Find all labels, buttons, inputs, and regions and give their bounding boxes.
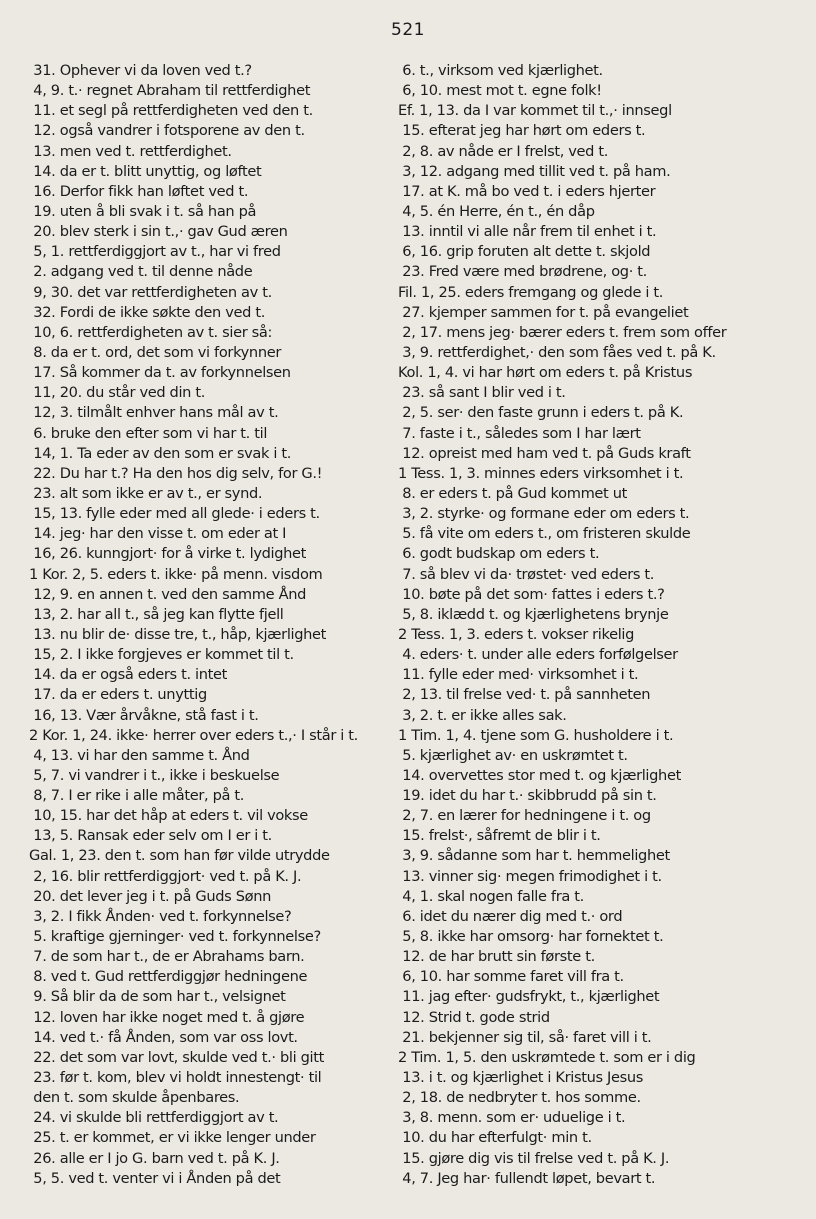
index-entry: 13. inntil vi alle når frem til enhet i t.	[398, 223, 657, 241]
index-entry: 12. opreist med ham ved t. på Guds kraft	[398, 444, 691, 462]
index-entry: 16. Derfor fikk han løftet ved t.	[29, 182, 249, 200]
index-entry: 2 Kor. 1, 24. ikke· herrer over eders t.,· I står i t.	[29, 726, 358, 744]
index-entry: 2, 18. de nedbryter t. hos somme.	[398, 1089, 641, 1107]
index-entry: 8. er eders t. på Gud kommet ut	[398, 484, 627, 502]
index-entry: 2, 8. av nåde er I frelst, ved t.	[398, 142, 609, 160]
index-entry: 15. efterat jeg har hørt om eders t.	[398, 122, 646, 140]
index-entry: 23. Fred være med brødrene, og· t.	[398, 263, 647, 281]
index-entry: 11. fylle eder med· virksomhet i t.	[398, 666, 639, 684]
index-entry: 12. Strid t. gode strid	[398, 1008, 550, 1026]
index-entry: 5, 7. vi vandrer i t., ikke i beskuelse	[29, 766, 280, 784]
index-entry: 23. før t. kom, blev vi holdt innestengt· til	[29, 1069, 322, 1087]
index-entry: 26. alle er I jo G. barn ved t. på K. J.	[29, 1149, 280, 1167]
index-entry: 23. alt som ikke er av t., er synd.	[29, 484, 263, 502]
index-entry: 17. at K. må bo ved t. i eders hjerter	[398, 182, 656, 200]
index-entry: 14, 1. Ta eder av den som er svak i t.	[29, 444, 292, 462]
index-entry: 12. også vandrer i fotsporene av den t.	[29, 122, 305, 140]
index-entry: 2, 16. blir rettferdiggjort· ved t. på K. J.	[29, 867, 302, 885]
index-entry: 12, 3. tilmålt enhver hans mål av t.	[29, 404, 279, 422]
index-entry: 6. godt budskap om eders t.	[398, 545, 600, 563]
index-entry: 10. bøte på det som· fattes i eders t.?	[398, 585, 665, 603]
index-entry: 1 Tess. 1, 3. minnes eders virksomhet i t.	[398, 464, 684, 482]
index-entry: 6, 10. mest mot t. egne folk!	[398, 82, 602, 100]
index-entry: 6. t., virksom ved kjærlighet.	[398, 62, 603, 79]
index-entry: 3, 2. t. er ikke alles sak.	[398, 706, 567, 724]
index-entry: 7. så blev vi da· trøstet· ved eders t.	[398, 565, 655, 583]
index-entry: 2, 17. mens jeg· bærer eders t. frem som offer	[398, 323, 727, 341]
index-entry: 14. overvettes stor med t. og kjærlighet	[398, 766, 681, 784]
index-entry: 22. Du har t.? Ha den hos dig selv, for G.!	[29, 464, 323, 482]
index-entry: 25. t. er kommet, er vi ikke lenger under	[29, 1129, 316, 1147]
index-entry: 1 Kor. 2, 5. eders t. ikke· på menn. visdom	[29, 565, 323, 583]
index-entry: 4, 9. t.· regnet Abraham til rettferdighet	[29, 82, 311, 100]
index-entry: 5, 8. ikke har omsorg· har fornektet t.	[398, 928, 664, 946]
index-entry: 17. Så kommer da t. av forkynnelsen	[29, 364, 291, 382]
index-entry: 23. så sant I blir ved i t.	[398, 384, 566, 402]
index-entry: 12, 9. en annen t. ved den samme Ånd	[29, 585, 307, 603]
index-entry: 3, 12. adgang med tillit ved t. på ham.	[398, 162, 671, 180]
index-entry: 13. i t. og kjærlighet i Kristus Jesus	[398, 1069, 644, 1087]
index-entry: 3, 8. menn. som er· uduelige i t.	[398, 1109, 626, 1127]
index-entry: 6. bruke den efter som vi har t. til	[29, 424, 268, 442]
index-entry: 6, 10. har somme faret vill fra t.	[398, 968, 624, 986]
index-entry: 14. da er også eders t. intet	[29, 666, 228, 684]
index-entry: 6. idet du nærer dig med t.· ord	[398, 907, 623, 925]
index-entry: 24. vi skulde bli rettferdiggjort av t.	[29, 1109, 279, 1127]
page-number: 521	[391, 20, 425, 40]
index-entry: 19. idet du har t.· skibbrudd på sin t.	[398, 787, 657, 805]
index-entry: Gal. 1, 23. den t. som han før vilde utrydde	[29, 847, 330, 865]
index-entry: 9. Så blir da de som har t., velsignet	[29, 988, 286, 1006]
index-entry: 20. det lever jeg i t. på Guds Sønn	[29, 887, 272, 905]
index-entry: 4, 1. skal nogen falle fra t.	[398, 887, 584, 905]
index-entry: 11. et segl på rettferdigheten ved den t.	[29, 102, 313, 120]
index-entry: 12. loven har ikke noget med t. å gjøre	[29, 1008, 305, 1026]
index-entry: 9, 30. det var rettferdigheten av t.	[29, 283, 272, 301]
index-entry: 3, 9. rettferdighet,· den som fåes ved t. på K.	[398, 343, 716, 361]
index-entry: 1 Tim. 1, 4. tjene som G. husholdere i t.	[398, 726, 674, 744]
index-entry: 10, 6. rettferdigheten av t. sier så:	[29, 323, 273, 341]
index-entry: 13. vinner sig· megen frimodighet i t.	[398, 867, 662, 885]
right-column	[398, 61, 776, 1189]
index-entry: 12. de har brutt sin første t.	[398, 948, 595, 966]
index-entry: 27. kjemper sammen for t. på evangeliet	[398, 303, 689, 321]
index-entry: 4, 5. én Herre, én t., én dåp	[398, 202, 595, 220]
index-entry: 21. bekjenner sig til, så· faret vill i t.	[398, 1028, 652, 1046]
index-entry: 15. gjøre dig vis til frelse ved t. på K. J.	[398, 1149, 670, 1167]
index-entry: 20. blev sterk i sin t.,· gav Gud æren	[29, 223, 288, 241]
index-entry: 4, 7. Jeg har· fullendt løpet, bevart t.	[398, 1169, 656, 1187]
index-entry: 15. frelst·, såfremt de blir i t.	[398, 827, 601, 845]
index-entry: 32. Fordi de ikke søkte den ved t.	[29, 303, 266, 321]
index-entry: 4. eders· t. under alle eders forfølgelser	[398, 646, 678, 664]
index-entry: 15, 2. I ikke forgjeves er kommet til t.	[29, 646, 294, 664]
index-entry: 31. Ophever vi da loven ved t.?	[29, 62, 252, 79]
index-entry: Kol. 1, 4. vi har hørt om eders t. på Kristus	[398, 364, 693, 382]
index-entry: 11. jag efter· gudsfrykt, t., kjærlighet	[398, 988, 660, 1006]
index-entry: 10. du har efterfulgt· min t.	[398, 1129, 592, 1147]
index-entry: 5, 1. rettferdiggjort av t., har vi fred	[29, 243, 281, 261]
index-entry: 3, 2. I fikk Ånden· ved t. forkynnelse?	[29, 907, 292, 925]
index-entry: 2, 5. ser· den faste grunn i eders t. på K.	[398, 404, 684, 422]
index-entry: 13. nu blir de· disse tre, t., håp, kjærlighet	[29, 625, 327, 643]
index-entry: Fil. 1, 25. eders fremgang og glede i t.	[398, 283, 664, 301]
index-entry: 2, 7. en lærer for hedningene i t. og	[398, 807, 651, 825]
index-entry: 15, 13. fylle eder med all glede· i eders t.	[29, 505, 320, 523]
index-entry: 13, 5. Ransak eder selv om I er i t.	[29, 827, 272, 845]
index-entry: Ef. 1, 13. da I var kommet til t.,· innsegl	[398, 102, 672, 120]
index-entry: 10, 15. har det håp at eders t. vil vokse	[29, 807, 308, 825]
index-entry: 11, 20. du står ved din t.	[29, 384, 206, 402]
index-entry: 4, 13. vi har den samme t. Ånd	[29, 746, 250, 764]
index-entry: 8, 7. I er rike i alle måter, på t.	[29, 787, 245, 805]
index-entry: 16, 26. kunngjort· for å virke t. lydighet	[29, 545, 307, 563]
index-entry: 5. kjærlighet av· en uskrømtet t.	[398, 746, 628, 764]
index-entry: 14. da er t. blitt unyttig, og løftet	[29, 162, 262, 180]
index-entry: 5, 8. iklædd t. og kjærlighetens brynje	[398, 605, 669, 623]
index-entry: 16, 13. Vær årvåkne, stå fast i t.	[29, 706, 259, 724]
index-entry: 2 Tess. 1, 3. eders t. vokser rikelig	[398, 625, 635, 643]
index-entry: 8. ved t. Gud rettferdiggjør hedningene	[29, 968, 308, 986]
index-entry: 7. faste i t., således som I har lært	[398, 424, 641, 442]
index-entry: 13, 2. har all t., så jeg kan flytte fjell	[29, 605, 284, 623]
left-column	[29, 61, 390, 1189]
index-entry: 2, 13. til frelse ved· t. på sannheten	[398, 686, 651, 704]
index-entry: 14. ved t.· få Ånden, som var oss lovt.	[29, 1028, 298, 1046]
index-entry: 8. da er t. ord, det som vi forkynner	[29, 343, 282, 361]
index-entry: 7. de som har t., de er Abrahams barn.	[29, 948, 305, 966]
index-entry: 14. jeg· har den visse t. om eder at I	[29, 525, 287, 543]
index-entry: 17. da er eders t. unyttig	[29, 686, 207, 704]
index-entry: 5. få vite om eders t., om fristeren skulde	[398, 525, 691, 543]
index-entry: 3, 9. sådanne som har t. hemmelighet	[398, 847, 670, 865]
index-entry: 3, 2. styrke· og formane eder om eders t.	[398, 505, 690, 523]
index-entry: 19. uten å bli svak i t. så han på	[29, 202, 257, 220]
index-entry: den t. som skulde åpenbares.	[29, 1089, 240, 1107]
index-entry: 22. det som var lovt, skulde ved t.· bli gitt	[29, 1048, 324, 1066]
index-entry: 13. men ved t. rettferdighet.	[29, 142, 232, 160]
index-entry: 5. kraftige gjerninger· ved t. forkynnelse?	[29, 928, 321, 946]
index-entry: 6, 16. grip foruten alt dette t. skjold	[398, 243, 651, 261]
index-entry: 5, 5. ved t. venter vi i Ånden på det	[29, 1169, 281, 1187]
index-entry: 2. adgang ved t. til denne nåde	[29, 263, 253, 281]
index-entry: 2 Tim. 1, 5. den uskrømtede t. som er i dig	[398, 1048, 696, 1066]
